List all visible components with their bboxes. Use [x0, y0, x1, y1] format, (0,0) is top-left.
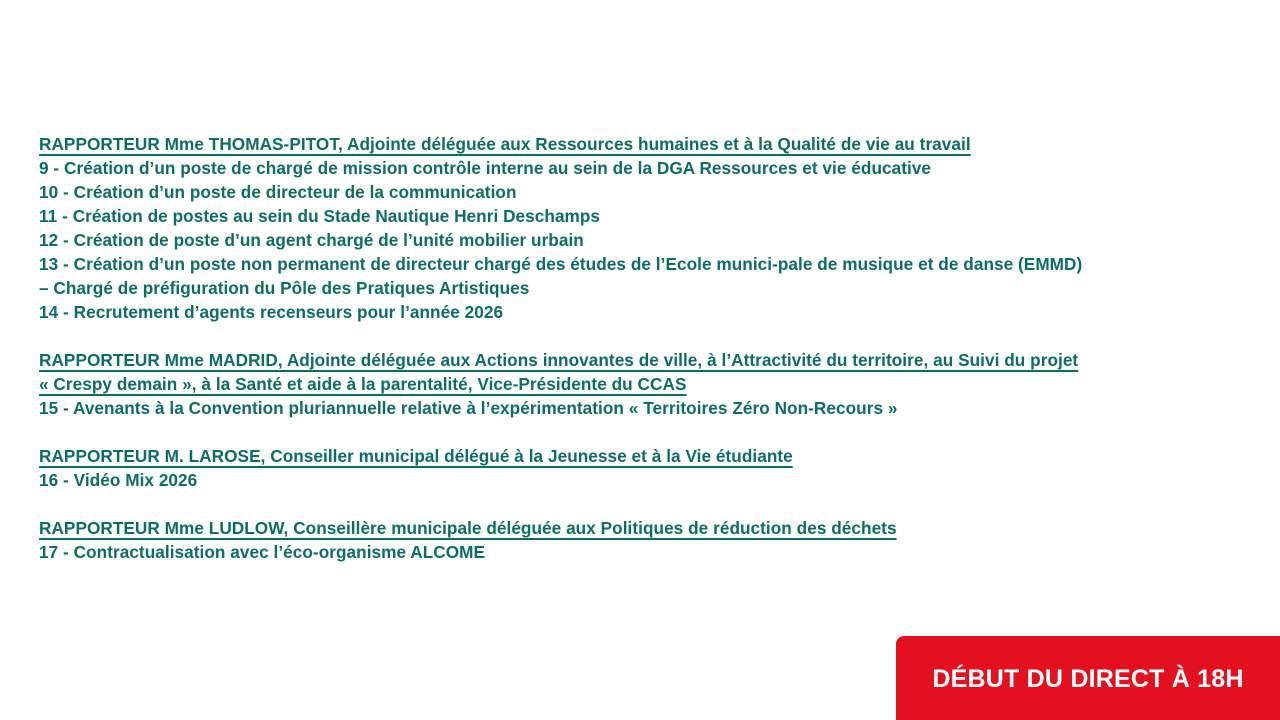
agenda-section: [39, 516, 1264, 564]
rapporteur-heading-line: RAPPORTEUR Mme MADRID, Adjointe déléguée aux Actions innovantes de ville, à l’Attractivité du territoire, au Suivi du projet: [39, 350, 1079, 370]
rapporteur-heading: [39, 444, 1264, 468]
rapporteur-heading: [39, 132, 1264, 156]
agenda-item: 16 - Vidéo Mix 2026: [39, 470, 198, 490]
agenda-item: 12 - Création de poste d’un agent chargé de l’unité mobilier urbain: [39, 230, 584, 250]
rapporteur-heading: [39, 516, 1264, 540]
live-start-label: DÉBUT DU DIRECT À 18H: [932, 664, 1244, 693]
agenda-item: 15 - Avenants à la Convention pluriannuelle relative à l’expérimentation « Territoires Zéro Non-Recours »: [39, 398, 898, 418]
rapporteur-heading-line: « Crespy demain », à la Santé et aide à la parentalité, Vice-Présidente du CCAS: [39, 374, 687, 394]
agenda-item: 13 - Création d’un poste non permanent de directeur chargé des études de l’Ecole munici-pale de musique et de danse (EMMD): [39, 254, 1083, 274]
agenda-item: 10 - Création d’un poste de directeur de la communication: [39, 182, 517, 202]
agenda-section: [39, 444, 1264, 492]
agenda-item: 9 - Création d’un poste de chargé de mission contrôle interne au sein de la DGA Ressources et vie éducative: [39, 158, 932, 178]
live-start-banner: [896, 636, 1280, 720]
agenda-item: 14 - Recrutement d’agents recenseurs pour l’année 2026: [39, 302, 504, 322]
rapporteur-heading-continuation: [39, 372, 1264, 396]
agenda-section: [39, 132, 1264, 324]
agenda-section: [39, 348, 1264, 420]
agenda-list: [39, 132, 1264, 588]
rapporteur-heading-line: RAPPORTEUR Mme LUDLOW, Conseillère municipale déléguée aux Politiques de réduction des déchets: [39, 518, 897, 538]
rapporteur-heading-line: RAPPORTEUR M. LAROSE, Conseiller municipal délégué à la Jeunesse et à la Vie étudiante: [39, 446, 793, 466]
rapporteur-heading-line: RAPPORTEUR Mme THOMAS-PITOT, Adjointe déléguée aux Ressources humaines et à la Qualité de vie au travail: [39, 134, 971, 154]
agenda-item-continuation: – Chargé de préfiguration du Pôle des Pratiques Artistiques: [39, 278, 530, 298]
agenda-item: 17 - Contractualisation avec l’éco-organisme ALCOME: [39, 542, 486, 562]
agenda-item: 11 - Création de postes au sein du Stade Nautique Henri Deschamps: [39, 206, 601, 226]
rapporteur-heading: [39, 348, 1264, 372]
